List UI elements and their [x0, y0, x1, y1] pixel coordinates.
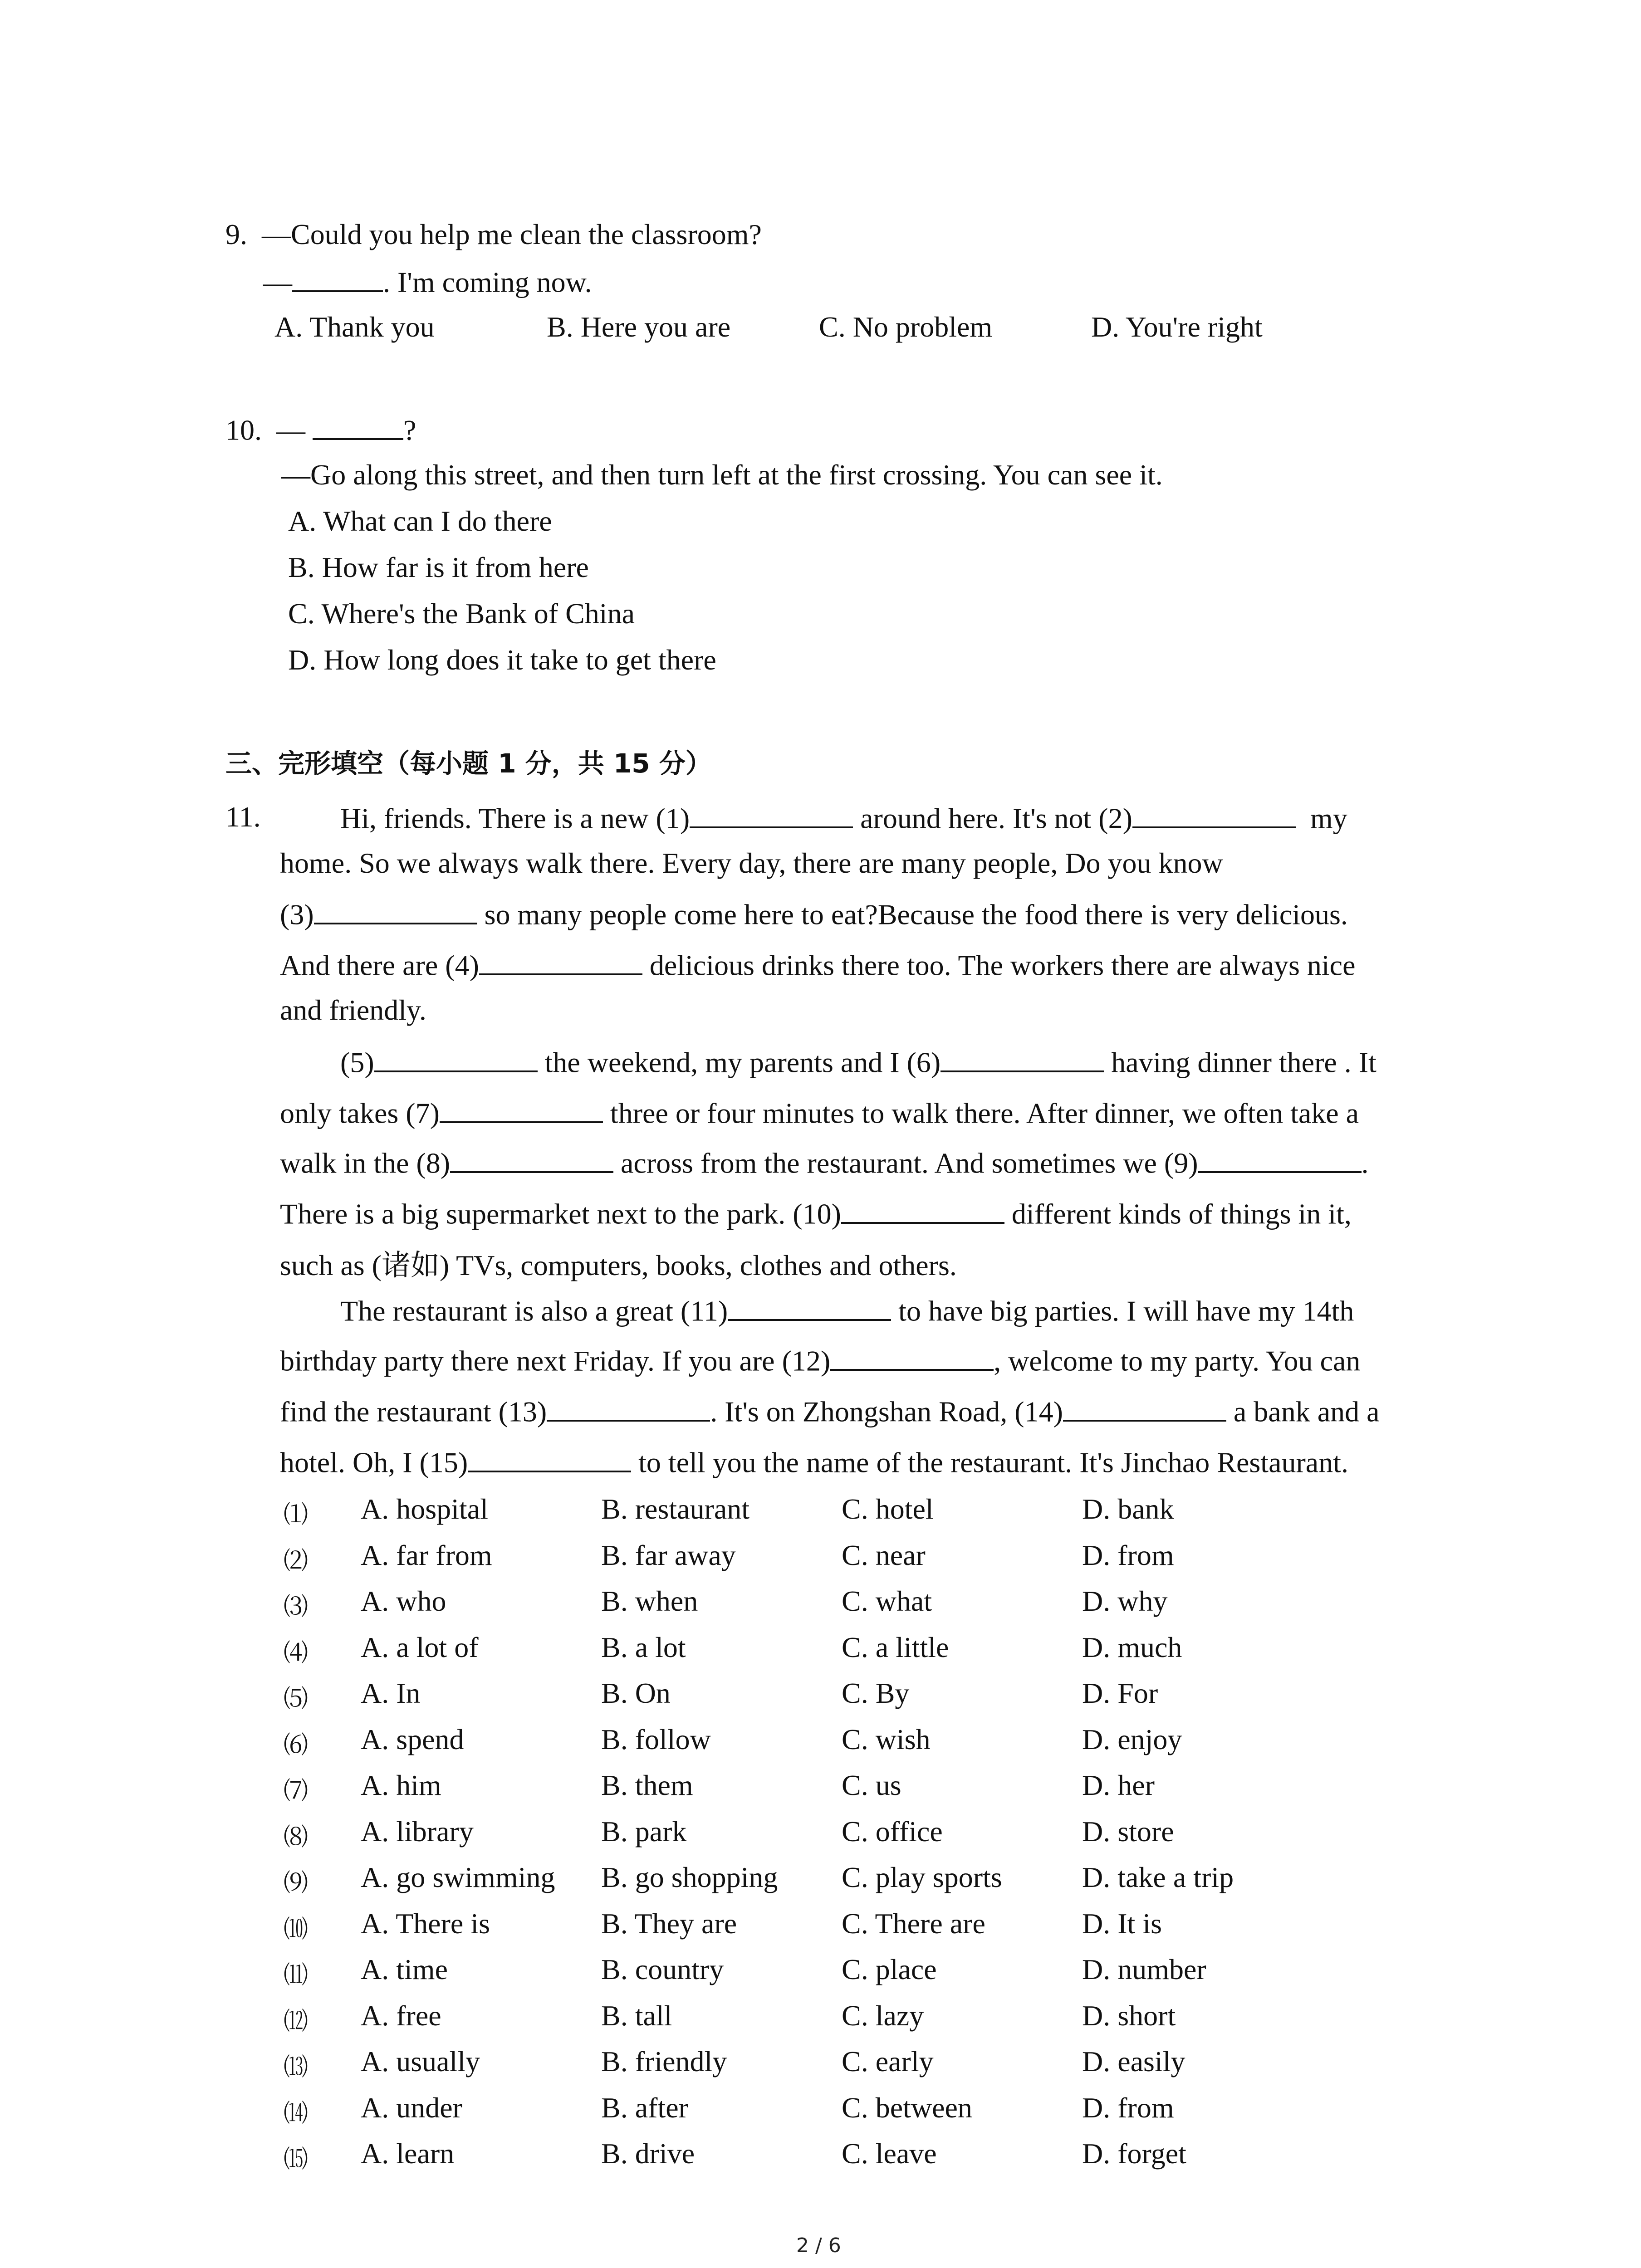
passage-line: such as (诸如) TVs, computers, books, clothes and others. [280, 1249, 957, 1281]
option-b[interactable]: B. How far is it from here [288, 551, 589, 583]
passage-line: walk in the (8) across from the restaurant. And sometimes we (9) . [280, 1145, 1369, 1180]
passage-line: find the restaurant (13) . It's on Zhongshan Road, (14) a bank and a [280, 1393, 1380, 1429]
passage-line: hotel. Oh, I (15) to tell you the name of the restaurant. It's Jinchao Restaurant. [280, 1444, 1348, 1480]
question-10-reply: —Go along this street, and then turn left at the first crossing. You can see it. [281, 459, 1163, 491]
option-d[interactable]: D. You're right [1091, 311, 1263, 343]
passage-line: The restaurant is also a great (11) to have big parties. I will have my 14th [340, 1293, 1354, 1328]
passage-line: (3) so many people come here to eat?Because the food there is very delicious. [280, 896, 1348, 932]
option-d[interactable]: D. short [1082, 1999, 1176, 2032]
question-number: 11. [225, 801, 261, 833]
option-c[interactable]: C. place [842, 1953, 937, 1985]
option-d[interactable]: D. why [1082, 1585, 1168, 1617]
option-c[interactable]: C. By [842, 1677, 910, 1709]
option-c[interactable]: C. near [842, 1539, 926, 1571]
option-a[interactable]: A. hospital [361, 1493, 488, 1525]
passage-line: and friendly. [280, 994, 426, 1026]
question-number: 9. [225, 218, 247, 250]
option-b[interactable]: B. park [601, 1815, 687, 1848]
answer-blank-2[interactable] [1132, 800, 1296, 828]
option-a[interactable]: A. free [361, 1999, 441, 2032]
option-a[interactable]: A. spend [361, 1723, 464, 1755]
option-d[interactable]: D. It is [1082, 1907, 1162, 1940]
option-a[interactable]: A. him [361, 1769, 441, 1801]
option-number: ⑷ [284, 1638, 308, 1667]
option-d[interactable]: D. How long does it take to get there [288, 644, 716, 676]
option-b[interactable]: B. friendly [601, 2045, 727, 2077]
option-b[interactable]: B. country [601, 1953, 724, 1985]
option-c[interactable]: C. what [842, 1585, 932, 1617]
passage-line: only takes (7) three or four minutes to walk there. After dinner, we often take a [280, 1095, 1359, 1130]
option-number: ⑾ [284, 1960, 308, 1989]
answer-blank-8[interactable] [450, 1145, 613, 1173]
option-number: ⑶ [284, 1592, 308, 1621]
option-c[interactable]: C. us [842, 1769, 901, 1801]
passage-line: There is a big supermarket next to the park. (10) different kinds of things in it, [280, 1196, 1352, 1231]
option-a[interactable]: A. a lot of [361, 1631, 479, 1663]
answer-blank-13[interactable] [547, 1393, 710, 1422]
option-b[interactable]: B. On [601, 1677, 671, 1709]
option-d[interactable]: D. bank [1082, 1493, 1174, 1525]
question-9-reply: — . I'm coming now. [263, 264, 592, 299]
option-b[interactable]: B. follow [601, 1723, 711, 1755]
answer-blank-3[interactable] [314, 896, 477, 924]
question-10-stem: 10. — ? [225, 412, 416, 447]
option-a[interactable]: A. who [361, 1585, 446, 1617]
option-number: ⑽ [284, 1914, 308, 1943]
option-number: ⑿ [284, 2006, 308, 2035]
answer-blank[interactable] [313, 412, 403, 440]
option-b[interactable]: B. go shopping [601, 1861, 778, 1893]
question-number: 10. [225, 414, 262, 446]
option-number: ⑻ [284, 1822, 308, 1851]
option-d[interactable]: D. For [1082, 1677, 1158, 1709]
option-a[interactable]: A. What can I do there [288, 505, 552, 537]
option-number: ⒂ [284, 2145, 308, 2173]
option-b[interactable]: B. Here you are [547, 311, 731, 343]
answer-blank-5[interactable] [374, 1044, 538, 1072]
option-b[interactable]: B. tall [601, 1999, 672, 2032]
option-c[interactable]: C. There are [842, 1907, 985, 1940]
answer-blank[interactable] [292, 264, 383, 292]
answer-blank-4[interactable] [479, 947, 642, 975]
option-d[interactable]: D. from [1082, 1539, 1174, 1571]
answer-blank-9[interactable] [1198, 1145, 1362, 1173]
option-d[interactable]: D. take a trip [1082, 1861, 1234, 1893]
option-c[interactable]: C. office [842, 1815, 943, 1848]
answer-blank-7[interactable] [440, 1095, 603, 1123]
option-a[interactable]: A. There is [361, 1907, 490, 1940]
option-c[interactable]: C. No problem [819, 311, 993, 343]
option-number: ⒀ [284, 2053, 308, 2081]
option-number: ⑼ [284, 1868, 308, 1897]
option-c[interactable]: C. lazy [842, 1999, 924, 2032]
option-c[interactable]: C. Where's the Bank of China [288, 597, 635, 630]
option-c[interactable]: C. leave [842, 2137, 937, 2170]
option-a[interactable]: A. library [361, 1815, 474, 1848]
option-a[interactable]: A. far from [361, 1539, 492, 1571]
page-number: 2 / 6 [796, 2234, 841, 2257]
option-a[interactable]: A. learn [361, 2137, 455, 2170]
option-number: ⑹ [284, 1730, 308, 1759]
answer-blank-15[interactable] [468, 1444, 631, 1472]
option-d[interactable]: D. forget [1082, 2137, 1186, 2170]
option-a[interactable]: A. under [361, 2091, 462, 2124]
option-d[interactable]: D. store [1082, 1815, 1174, 1848]
passage-line: birthday party there next Friday. If you are (12) , welcome to my party. You can [280, 1343, 1360, 1378]
option-b[interactable]: B. They are [601, 1907, 737, 1940]
option-c[interactable]: C. hotel [842, 1493, 934, 1525]
answer-blank-1[interactable] [690, 800, 853, 828]
answer-blank-14[interactable] [1063, 1393, 1226, 1422]
question-text: —Could you help me clean the classroom? [262, 218, 762, 250]
option-number: ⑸ [284, 1684, 308, 1713]
option-b[interactable]: B. after [601, 2091, 688, 2124]
option-d[interactable]: D. her [1082, 1769, 1155, 1801]
option-c[interactable]: C. a little [842, 1631, 949, 1663]
option-d[interactable]: D. enjoy [1082, 1723, 1182, 1755]
option-c[interactable]: C. between [842, 2091, 972, 2124]
question-9-stem [225, 218, 762, 251]
passage-line: home. So we always walk there. Every day, there are many people, Do you know [280, 847, 1223, 879]
option-b[interactable]: B. them [601, 1769, 693, 1801]
option-d[interactable]: D. easily [1082, 2045, 1185, 2077]
option-b[interactable]: B. restaurant [601, 1493, 749, 1525]
option-c[interactable]: C. play sports [842, 1861, 1002, 1893]
option-a[interactable]: A. time [361, 1953, 448, 1985]
passage-line: And there are (4) delicious drinks there too. The workers there are always nice [280, 947, 1355, 982]
answer-blank-10[interactable] [841, 1196, 1004, 1224]
passage-line: (5) the weekend, my parents and I (6) having dinner there . It [340, 1044, 1376, 1080]
section-heading: 三、完形填空（每小题 1 分，共 15 分） [225, 748, 712, 779]
answer-blank-12[interactable] [830, 1343, 994, 1371]
option-b[interactable]: B. when [601, 1585, 698, 1617]
option-a[interactable]: A. Thank you [274, 311, 435, 343]
option-number: ⑵ [284, 1546, 308, 1575]
option-number: ⑴ [284, 1500, 308, 1529]
option-d[interactable]: D. much [1082, 1631, 1182, 1663]
option-b[interactable]: B. a lot [601, 1631, 686, 1663]
answer-blank-6[interactable] [941, 1044, 1104, 1072]
option-a[interactable]: A. usually [361, 2045, 480, 2077]
option-b[interactable]: B. drive [601, 2137, 695, 2170]
option-c[interactable]: C. early [842, 2045, 934, 2077]
option-a[interactable]: A. In [361, 1677, 421, 1709]
option-d[interactable]: D. number [1082, 1953, 1206, 1985]
option-a[interactable]: A. go swimming [361, 1861, 555, 1893]
passage-line: Hi, friends. There is a new (1) around here. It's not (2) my [340, 800, 1347, 836]
option-number: ⒁ [284, 2098, 308, 2127]
option-c[interactable]: C. wish [842, 1723, 931, 1755]
answer-blank-11[interactable] [728, 1293, 891, 1321]
option-number: ⑺ [284, 1776, 308, 1805]
option-b[interactable]: B. far away [601, 1539, 736, 1571]
option-d[interactable]: D. from [1082, 2091, 1174, 2124]
